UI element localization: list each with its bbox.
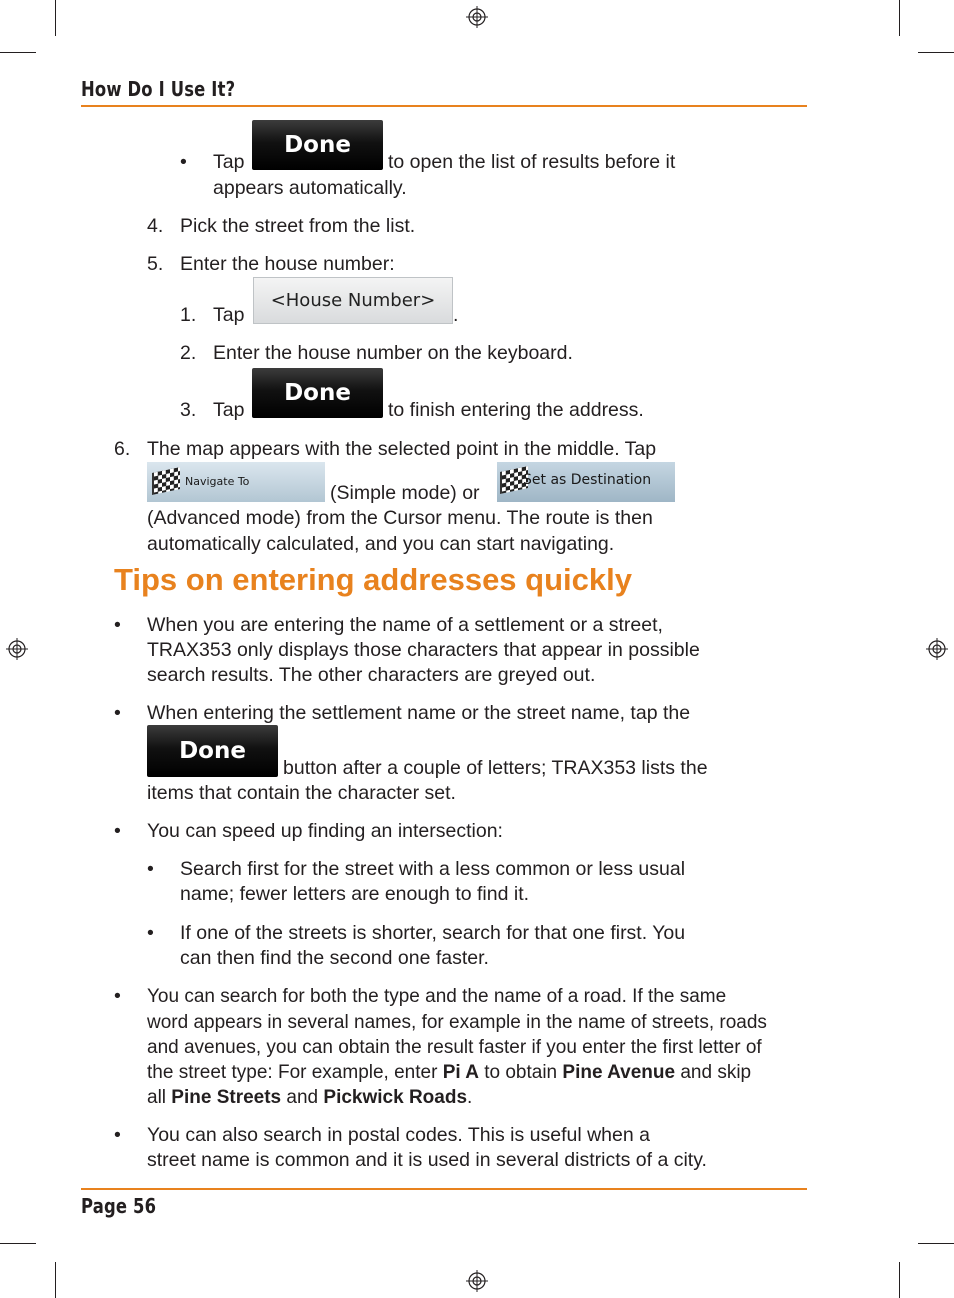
set-as-destination-label: Set as Destination — [523, 472, 652, 488]
crop-mark — [0, 1243, 36, 1244]
bullet: • — [114, 820, 121, 842]
section-title: Tips on entering addresses quickly — [114, 562, 632, 597]
tip-text-line — [147, 1085, 472, 1110]
bullet: • — [147, 922, 154, 944]
tip-text: all — [147, 1087, 167, 1108]
bullet: • — [114, 1124, 121, 1146]
crop-mark — [55, 0, 56, 36]
bullet: • — [147, 858, 154, 880]
navigate-to-button-image — [147, 462, 325, 502]
step-text: Enter the house number on the keyboard. — [213, 342, 573, 364]
example-skipped: Pickwick Roads — [323, 1087, 468, 1108]
tip-text-line — [147, 1060, 751, 1085]
step-text: Enter the house number: — [180, 253, 395, 275]
tip-text: Search first for the street with a less common or less usual — [180, 858, 686, 880]
done-button-label: Done — [284, 132, 351, 158]
tip-text: and — [286, 1087, 319, 1108]
tip-text: and skip — [680, 1062, 752, 1083]
tip-text: If one of the streets is shorter, search for that one first. You — [180, 922, 686, 944]
crop-mark — [918, 1243, 954, 1244]
tip-text: and avenues, you can obtain the result faster if you enter the first letter of — [147, 1037, 762, 1058]
tip-text: You can also search in postal codes. This is useful when a — [147, 1124, 650, 1146]
step-text: The map appears with the selected point in the middle. Tap — [147, 438, 657, 460]
tap-text: Tap — [213, 304, 245, 326]
step-number: 4. — [147, 215, 164, 237]
registration-mark-icon — [6, 638, 28, 660]
done-button-image — [252, 368, 383, 418]
step-number: 3. — [180, 399, 197, 421]
tip-text: You can speed up finding an intersection: — [147, 820, 503, 842]
crop-mark — [899, 1262, 900, 1298]
step-text: to open the list of results before it — [388, 151, 676, 173]
tip-text: TRAX353 only displays those characters that appear in possible — [147, 639, 700, 661]
header-rule — [81, 105, 807, 107]
footer-rule — [81, 1188, 807, 1190]
done-button-label: Done — [284, 380, 351, 406]
done-button-image — [252, 120, 383, 170]
house-number-label: <House Number> — [270, 290, 436, 311]
crop-mark — [0, 52, 36, 53]
step-text: (Advanced mode) from the Cursor menu. The route is then — [147, 507, 653, 529]
tip-text: You can search for both the type and the name of a road. If the same — [147, 986, 727, 1007]
bullet: • — [114, 702, 121, 724]
page-number: Page 56 — [81, 1194, 157, 1218]
tip-text: can then find the second one faster. — [180, 947, 489, 969]
registration-mark-icon — [926, 638, 948, 660]
tip-text: to obtain — [484, 1062, 558, 1083]
registration-mark-icon — [466, 6, 488, 28]
step-number: 1. — [180, 304, 197, 326]
step-text: to finish entering the address. — [388, 399, 644, 421]
step-text: automatically calculated, and you can start navigating. — [147, 533, 615, 555]
tip-text: the street type: For example, enter — [147, 1062, 438, 1083]
example-input: Pi A — [442, 1062, 479, 1083]
checkered-flag-icon — [152, 467, 180, 495]
tip-text: items that contain the character set. — [147, 782, 456, 804]
step-text: Pick the street from the list. — [180, 215, 416, 237]
step-text: . — [453, 304, 459, 326]
bullet: • — [180, 151, 187, 173]
step-number: 6. — [114, 438, 131, 460]
tip-text: When entering the settlement name or the street name, tap the — [147, 702, 691, 724]
crop-mark — [918, 52, 954, 53]
tap-text: Tap — [213, 151, 245, 173]
registration-mark-icon — [466, 1270, 488, 1292]
tip-text: . — [467, 1087, 473, 1108]
navigate-to-label: Navigate To — [185, 475, 250, 488]
tip-text: When you are entering the name of a settlement or a street, — [147, 614, 663, 636]
tap-text: Tap — [213, 399, 245, 421]
bullet: • — [114, 614, 121, 636]
tip-text: button after a couple of letters; TRAX353 lists the — [283, 757, 708, 779]
bullet: • — [114, 985, 121, 1007]
page-header-title: How Do I Use It? — [81, 77, 236, 101]
crop-mark — [55, 1262, 56, 1298]
tip-text: name; fewer letters are enough to find it. — [180, 883, 530, 905]
set-as-destination-button-image — [497, 462, 675, 502]
step-text: appears automatically. — [213, 177, 407, 199]
step-number: 2. — [180, 342, 197, 364]
step-text: (Simple mode) or — [330, 482, 480, 504]
example-skipped: Pine Streets — [171, 1087, 282, 1108]
step-number: 5. — [147, 253, 164, 275]
tip-text: word appears in several names, for example in the name of streets, roads — [147, 1012, 767, 1033]
crop-mark — [899, 0, 900, 36]
tip-text: search results. The other characters are greyed out. — [147, 664, 596, 686]
house-number-button-image — [253, 277, 453, 324]
example-result: Pine Avenue — [562, 1062, 676, 1083]
done-button-label: Done — [179, 738, 246, 764]
tip-text: street name is common and it is used in several districts of a city. — [147, 1149, 707, 1171]
done-button-image — [147, 725, 278, 777]
